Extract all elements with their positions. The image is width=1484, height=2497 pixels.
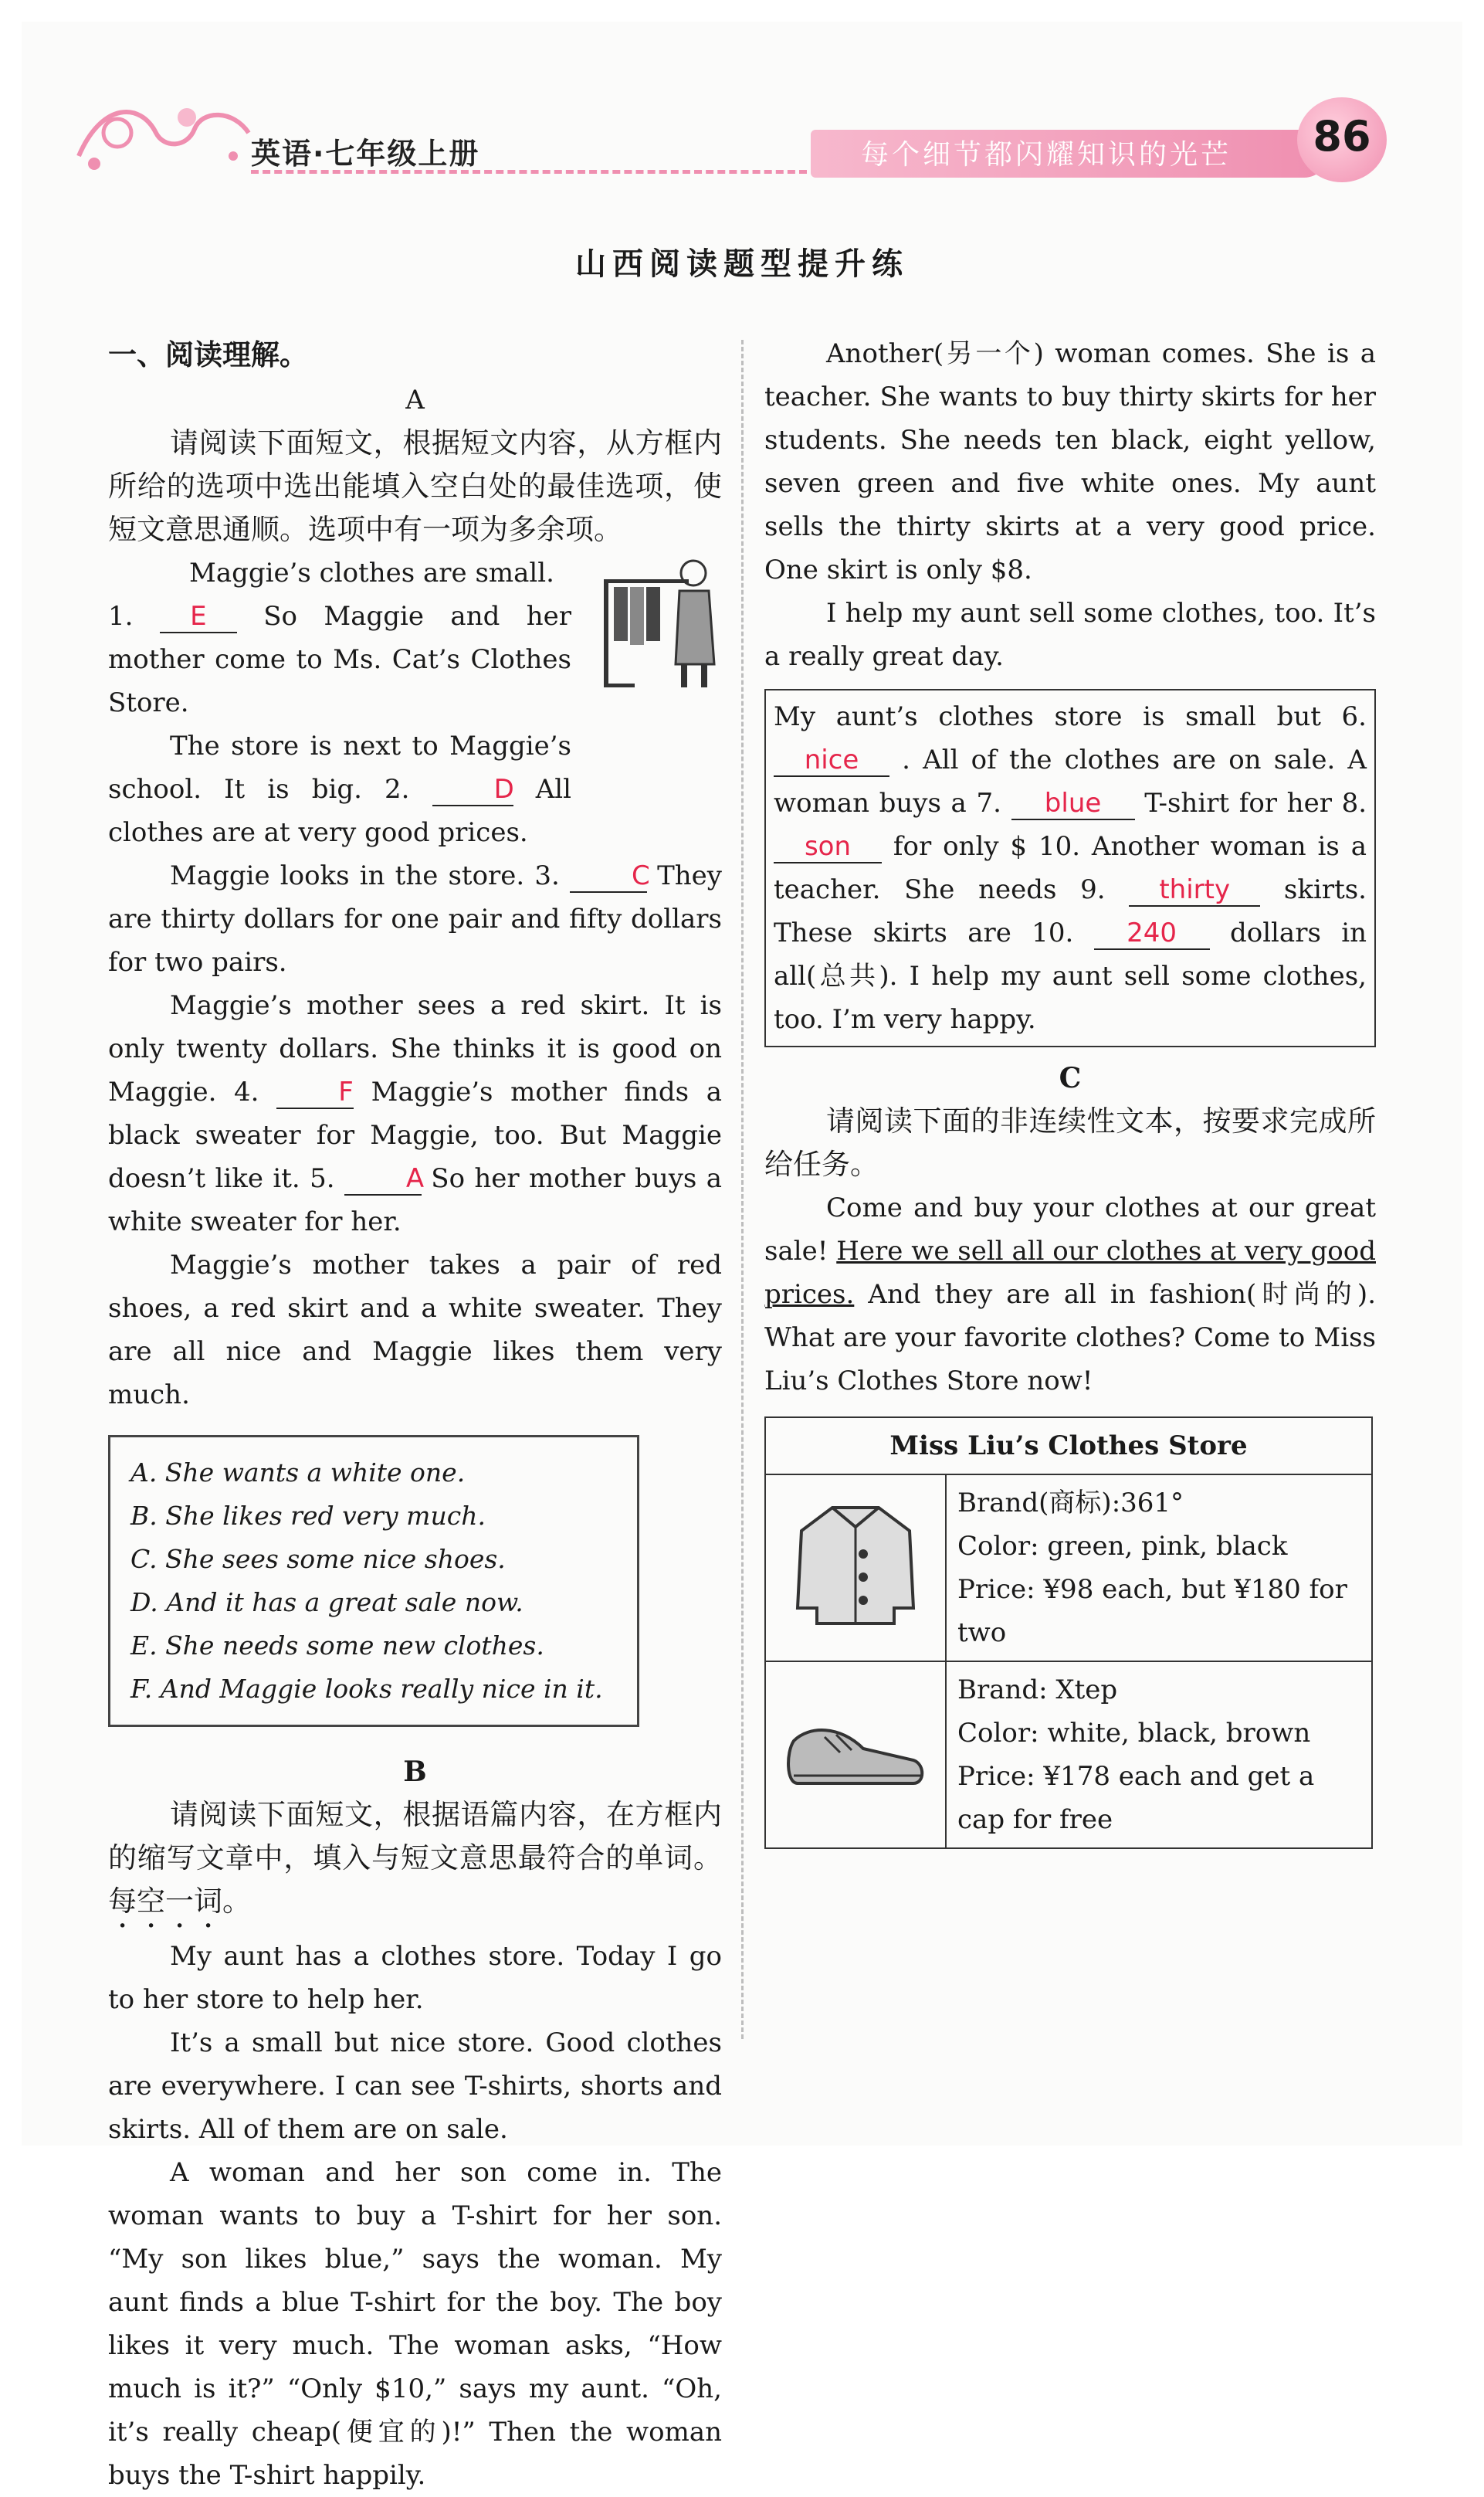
answer-blank-1[interactable]: E <box>160 601 237 633</box>
price-text: Price: ¥178 each and get a cap for free <box>957 1761 1315 1835</box>
blank-number-1: 1. <box>108 601 134 632</box>
shoe-icon <box>778 1695 933 1803</box>
store-table <box>764 1416 1373 1849</box>
option-b: B. She likes red very much. <box>130 1501 486 1531</box>
summary-box <box>764 689 1376 1047</box>
answer-blank-3[interactable]: C <box>570 860 647 893</box>
passage-b-instruction-emphasis: 每空一词 <box>108 1885 222 1918</box>
price-text: Price: ¥98 each, but ¥180 for two <box>957 1574 1347 1648</box>
passage-a-sentence: So Maggie and her mother come to Ms. Cat’s Clothes Store. <box>108 601 572 718</box>
passage-b-paragraph: It’s a small but nice store. Good clothes are everywhere. I can see T-shirts, shorts and skirts. All of them are on sale. <box>108 2027 722 2145</box>
passage-c-instruction: 请阅读下面的非连续性文本，按要求完成所给任务。 <box>764 1104 1376 1181</box>
store-table-title: Miss Liu’s Clothes Store <box>765 1417 1372 1474</box>
option-e: E. She needs some new clothes. <box>130 1630 544 1661</box>
passage-a-sentence: The store is next to Maggie’s school. It is big. 2. <box>108 731 571 805</box>
right-column <box>764 332 1376 1849</box>
summary-text: T-shirt for her 8. <box>1144 788 1367 819</box>
passage-b-paragraph: A woman and her son come in. The woman wants to buy a T-shirt for her son. “My son likes blue,” says the woman. My aunt finds a blue T-shirt for the boy. The boy likes it very much. The woman asks, “How much is it?” “Only $10,” says my aunt. “Oh, it’s really cheap(便宜的)!” Then the woman buys the T-shirt happily. <box>108 2157 722 2491</box>
option-f: F. And Maggie looks really nice in it. <box>130 1674 603 1704</box>
table-row <box>765 1661 1372 1848</box>
passage-b-instruction: 请阅读下面短文，根据语篇内容，在方框内的缩写文章中，填入与短文意思最符合的单词。 <box>108 1798 722 1874</box>
passage-c-text: Come and buy your clothes at our great sale! <box>764 1193 1376 1267</box>
passage-a-sentence: All clothes are at very good prices. <box>108 774 572 848</box>
coat-icon <box>786 1492 925 1631</box>
passage-a-sentence: Maggie’s mother finds a black sweater for Maggie, too. But Maggie doesn’t like it. 5. <box>108 1077 722 1194</box>
answer-blank-8[interactable]: son <box>774 831 882 863</box>
page-title: 山西阅读题型提升练 <box>575 246 909 282</box>
passage-c-underlined-sentence: Here we sell all our clothes at very good prices. <box>764 1236 1376 1310</box>
header-dash-line <box>251 170 807 174</box>
page-number: 86 <box>1313 112 1371 161</box>
option-a: A. She wants a white one. <box>130 1457 466 1488</box>
option-d: D. And it has a great sale now. <box>130 1587 523 1617</box>
passage-a-label: A <box>405 385 425 416</box>
passage-b-label: B <box>403 1756 427 1788</box>
passage-a-sentence: Maggie looks in the store. 3. <box>170 860 560 891</box>
answer-blank-5[interactable]: A <box>344 1163 422 1196</box>
column-divider <box>741 340 744 2039</box>
summary-text: dollars in all(总共). I help my aunt sell some clothes, too. I’m very happy. <box>774 918 1367 1035</box>
color-text: Color: green, pink, black <box>957 1531 1288 1562</box>
answer-blank-2[interactable]: D <box>432 774 513 806</box>
summary-text: skirts. These skirts are 10. <box>774 874 1367 948</box>
answer-blank-9[interactable]: thirty <box>1129 874 1260 907</box>
passage-a-paragraph: Maggie’s mother takes a pair of red shoes, a red skirt and a white sweater. They are all nice and Maggie likes them very much. <box>108 1250 722 1410</box>
color-text: Color: white, black, brown <box>957 1718 1311 1749</box>
summary-text: My aunt’s clothes store is small but 6. <box>774 701 1367 732</box>
passage-a-sentence: Maggie’s clothes are small. <box>189 558 554 589</box>
left-column <box>108 332 722 2497</box>
passage-b-instruction-end: 。 <box>222 1885 251 1918</box>
clothes-rack-woman-icon <box>602 556 722 691</box>
brand-text: Brand: Xtep <box>957 1674 1118 1705</box>
answer-blank-10[interactable]: 240 <box>1094 918 1210 950</box>
flourish-decoration-icon <box>71 87 264 179</box>
passage-b-paragraph: I help my aunt sell some clothes, too. It’s a really great day. <box>764 598 1376 672</box>
summary-text: . All of the clothes are on sale. A woman buys a 7. <box>774 745 1367 819</box>
passage-a-sentence: Maggie’s mother sees a red skirt. It is only twenty dollars. She thinks it is good on Maggie. 4. <box>108 990 722 1108</box>
options-box <box>108 1435 639 1727</box>
header-motto: 每个细节都闪耀知识的光芒 <box>861 139 1232 171</box>
passage-a-instruction: 请阅读下面短文，根据短文内容，从方框内所给的选项中选出能填入空白处的最佳选项，使短文意思通顺。选项中有一项为多余项。 <box>108 426 722 546</box>
option-c: C. She sees some nice shoes. <box>130 1544 506 1574</box>
passage-a-sentence: So her mother buys a white sweater for her. <box>108 1163 723 1237</box>
answer-blank-4[interactable]: F <box>276 1077 354 1109</box>
section-heading: 一、阅读理解。 <box>108 338 308 371</box>
passage-a-sentence: They are thirty dollars for one pair and fifty dollars for two pairs. <box>108 860 722 978</box>
passage-b-paragraph: My aunt has a clothes store. Today I go to her store to help her. <box>108 1941 722 2015</box>
passage-b-paragraph: Another(另一个) woman comes. She is a teacher. She wants to buy thirty skirts for her students. She needs ten black, eight yellow, seven green and five white ones. My aunt sells the thirty skirts at a very good price. One skirt is only $8. <box>764 338 1376 585</box>
passage-a-text <box>108 551 722 854</box>
passage-c-text: And they are all in fashion(时尚的). What are your favorite clothes? Come to Miss Liu’s Clothes Store now! <box>764 1279 1377 1396</box>
book-title: 英语·七年级上册 <box>251 137 480 171</box>
answer-blank-6[interactable]: nice <box>774 745 889 777</box>
passage-c-label: C <box>1059 1062 1082 1094</box>
summary-text: for only $ 10. Another woman is a teacher. She needs 9. <box>774 831 1367 905</box>
answer-blank-7[interactable]: blue <box>1011 788 1135 820</box>
table-row <box>765 1474 1372 1661</box>
brand-text: Brand(商标):361° <box>957 1488 1184 1518</box>
